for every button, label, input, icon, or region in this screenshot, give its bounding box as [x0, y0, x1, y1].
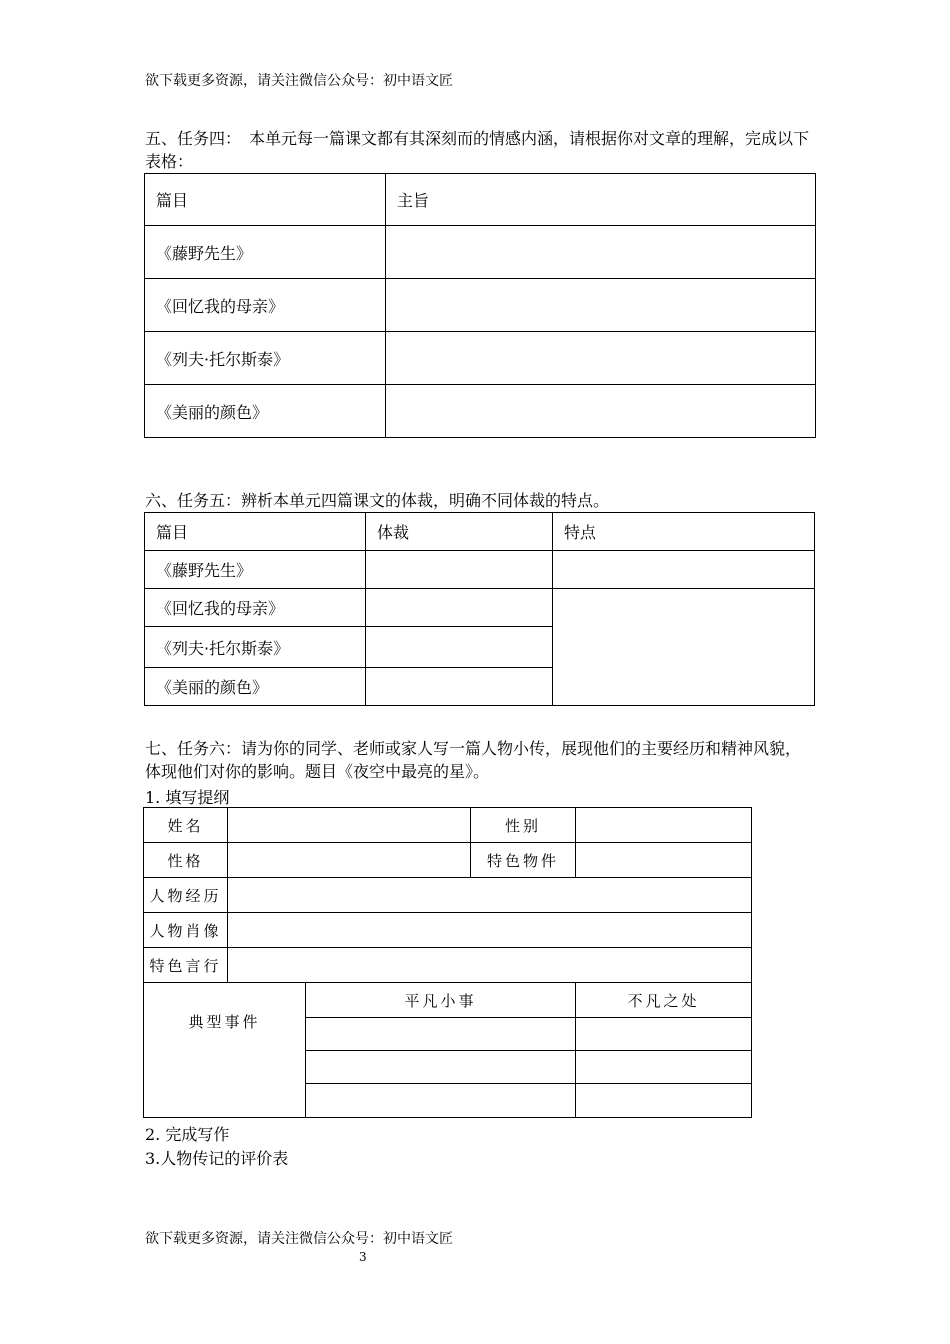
extraordinary-header: 不凡之处: [576, 983, 752, 1018]
personality-input-cell[interactable]: [228, 843, 471, 878]
step3-label: 3.人物传记的评价表: [145, 1149, 289, 1168]
task5-instruction: 六、任务五：辨析本单元四篇课文的体裁，明确不同体裁的特点。: [145, 491, 610, 510]
title-cell: 《藤野先生》: [145, 551, 366, 589]
header-genre-cell: 体裁: [366, 513, 553, 551]
theme-answer-cell[interactable]: [386, 279, 816, 332]
step2-label: 2. 完成写作: [145, 1125, 230, 1144]
header-title-cell: 篇目: [145, 174, 386, 226]
page-number: 3: [359, 1250, 367, 1264]
extraordinary-input-cell[interactable]: [576, 1084, 752, 1118]
title-cell: 《美丽的颜色》: [145, 668, 366, 706]
footer-note: 欲下载更多资源，请关注微信公众号：初中语文匠: [145, 1231, 453, 1247]
outline-table: [143, 807, 752, 1118]
personality-label: 性格: [144, 843, 228, 878]
ordinary-input-cell[interactable]: [306, 1018, 576, 1051]
item-input-cell[interactable]: [576, 843, 752, 878]
header-features-cell: 特点: [553, 513, 815, 551]
genre-answer-cell[interactable]: [366, 668, 553, 706]
theme-answer-cell[interactable]: [386, 226, 816, 279]
theme-answer-cell[interactable]: [386, 332, 816, 385]
sayings-input-cell[interactable]: [228, 948, 752, 983]
genre-answer-cell[interactable]: [366, 589, 553, 627]
task4-instruction: 五、任务四： 本单元每一篇课文都有其深刻而的情感内涵，请根据你对文章的理解，完成以下表格：: [145, 129, 810, 171]
task4-table: [144, 173, 816, 438]
portrait-input-cell[interactable]: [228, 913, 752, 948]
task5-table: [144, 512, 815, 706]
sayings-label: 特色言行: [144, 948, 228, 983]
step1-label: 1. 填写提纲: [145, 788, 230, 807]
name-input-cell[interactable]: [228, 808, 471, 843]
title-cell: 《列夫·托尔斯泰》: [145, 332, 386, 385]
experience-input-cell[interactable]: [228, 878, 752, 913]
title-cell: 《美丽的颜色》: [145, 385, 386, 438]
header-theme-cell: 主旨: [386, 174, 816, 226]
name-label: 姓名: [144, 808, 228, 843]
ordinary-header: 平凡小事: [306, 983, 576, 1018]
title-cell: 《藤野先生》: [145, 226, 386, 279]
extraordinary-input-cell[interactable]: [576, 1051, 752, 1084]
theme-answer-cell[interactable]: [386, 385, 816, 438]
header-title-cell: 篇目: [145, 513, 366, 551]
features-answer-cell[interactable]: [553, 551, 815, 589]
genre-answer-cell[interactable]: [366, 551, 553, 589]
experience-label: 人物经历: [144, 878, 228, 913]
ordinary-input-cell[interactable]: [306, 1084, 576, 1118]
title-cell: 《回忆我的母亲》: [145, 589, 366, 627]
ordinary-input-cell[interactable]: [306, 1051, 576, 1084]
title-cell: 《列夫·托尔斯泰》: [145, 627, 366, 668]
task6-instruction: 七、任务六：请为你的同学、老师或家人写一篇人物小传，展现他们的主要经历和精神风貌，体现他们对你的影响。题目《夜空中最亮的星》。: [145, 739, 802, 781]
features-merged-answer-cell[interactable]: [553, 589, 815, 706]
gender-label: 性别: [471, 808, 576, 843]
extraordinary-input-cell[interactable]: [576, 1018, 752, 1051]
title-cell: 《回忆我的母亲》: [145, 279, 386, 332]
portrait-label: 人物肖像: [144, 913, 228, 948]
gender-input-cell[interactable]: [576, 808, 752, 843]
events-label: 典型事件: [144, 983, 306, 1118]
header-note: 欲下载更多资源，请关注微信公众号：初中语文匠: [145, 73, 453, 89]
item-label: 特色物件: [471, 843, 576, 878]
genre-answer-cell[interactable]: [366, 627, 553, 668]
